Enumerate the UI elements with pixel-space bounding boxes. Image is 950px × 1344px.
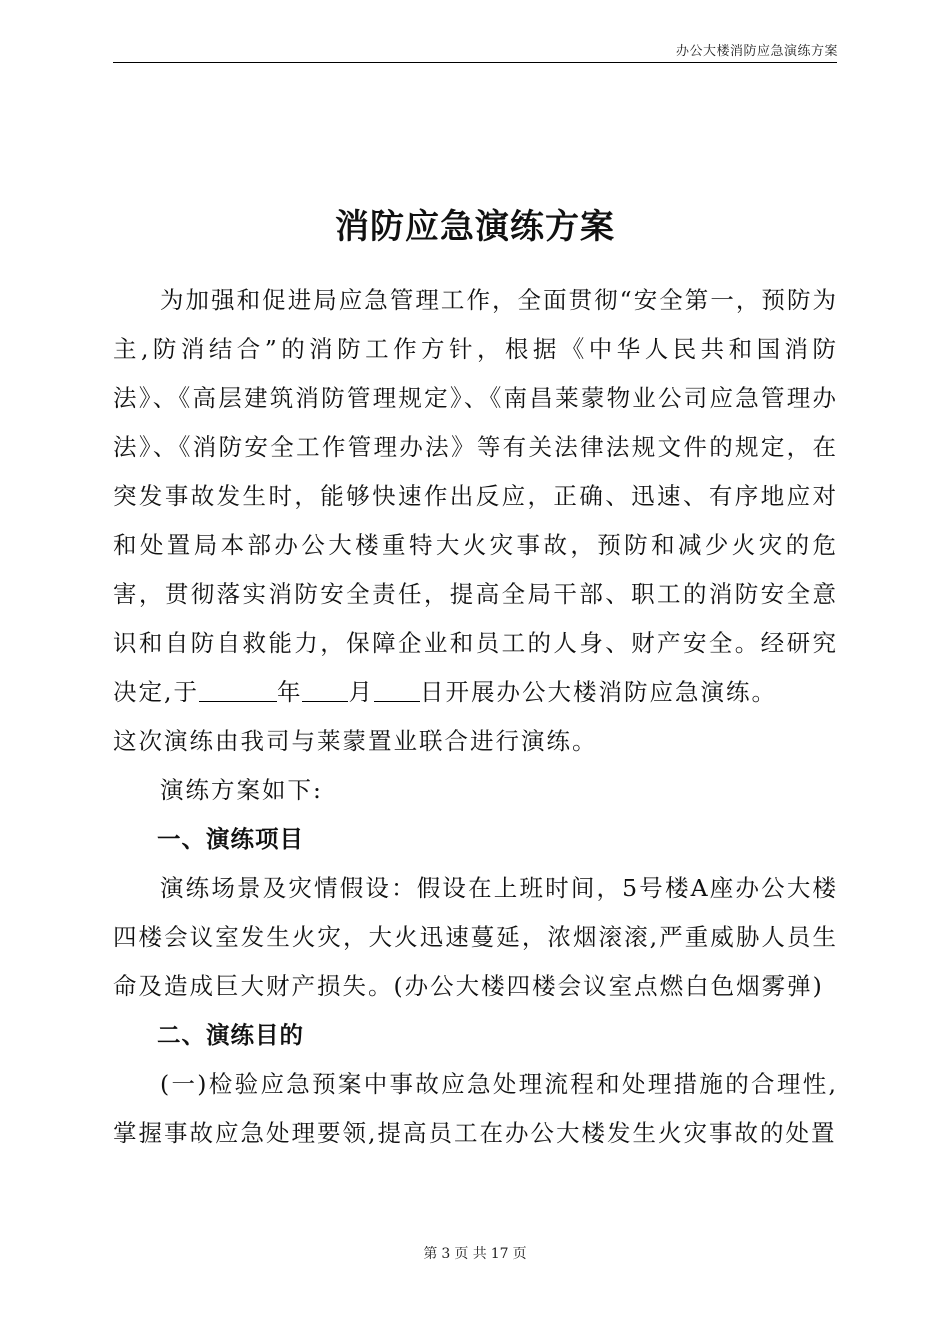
day-blank <box>374 676 420 702</box>
intro-paragraph <box>113 276 838 717</box>
year-label: 年 <box>276 678 303 706</box>
footer-suffix: 页 <box>512 1246 527 1262</box>
month-label: 月 <box>348 678 374 706</box>
section-heading-drill-purpose: 二、演练目的 <box>157 1021 304 1049</box>
total-pages: 17 <box>490 1246 509 1262</box>
page-number: 3 <box>441 1246 451 1262</box>
document-body <box>113 276 838 1158</box>
running-header: 办公大楼消防应急演练方案 <box>675 44 838 59</box>
plan-intro-paragraph: 演练方案如下: <box>160 776 323 804</box>
drill-scenario-paragraph: 演练场景及灾情假设：假设在上班时间，5号楼A座办公大楼四楼会议室发生火灾，大火迅速蔓延，浓烟滚滚,严重威胁人员生命及造成巨大财产损失。(办公大楼四楼会议室点燃白色烟雾弹) <box>113 874 838 1000</box>
footer-mid: 页 共 <box>454 1246 487 1262</box>
footer-prefix: 第 <box>423 1246 438 1262</box>
page-footer <box>0 1243 950 1263</box>
joint-drill-paragraph: 这次演练由我司与莱蒙置业联合进行演练。 <box>113 727 598 755</box>
day-label: 日开展办公大楼消防应急演练。 <box>419 678 777 706</box>
month-blank <box>302 676 348 702</box>
section-heading-drill-items: 一、演练项目 <box>157 825 304 853</box>
intro-text: 为加强和促进局应急管理工作，全面贯彻“安全第一，预防为主,防消结合”的消防工作方针，根据《中华人民共和国消防法》、《高层建筑消防管理规定》、《南昌莱蒙物业公司应急管理办法》、《消防安全工作管理办法》等有关法律法规文件的规定，在突发事故发生时，能够快速作出反应，正确、迅速、有序地应对和处置局本部办公大楼重特大火灾事故，预防和减少火灾的危害，贯彻落实消防安全责任，提高全局干部、职工的消防安全意识和自防自救能力，保障企业和员工的人身、财产安全。经研究决定,于 <box>113 286 838 706</box>
header-divider <box>113 62 837 63</box>
purpose-item-1-paragraph: (一)检验应急预案中事故应急处理流程和处理措施的合理性,掌握事故应急处理要领,提高员工在办公大楼发生火灾事故的处置 <box>113 1070 838 1147</box>
year-blank <box>199 676 277 702</box>
document-title: 消防应急演练方案 <box>335 206 615 247</box>
